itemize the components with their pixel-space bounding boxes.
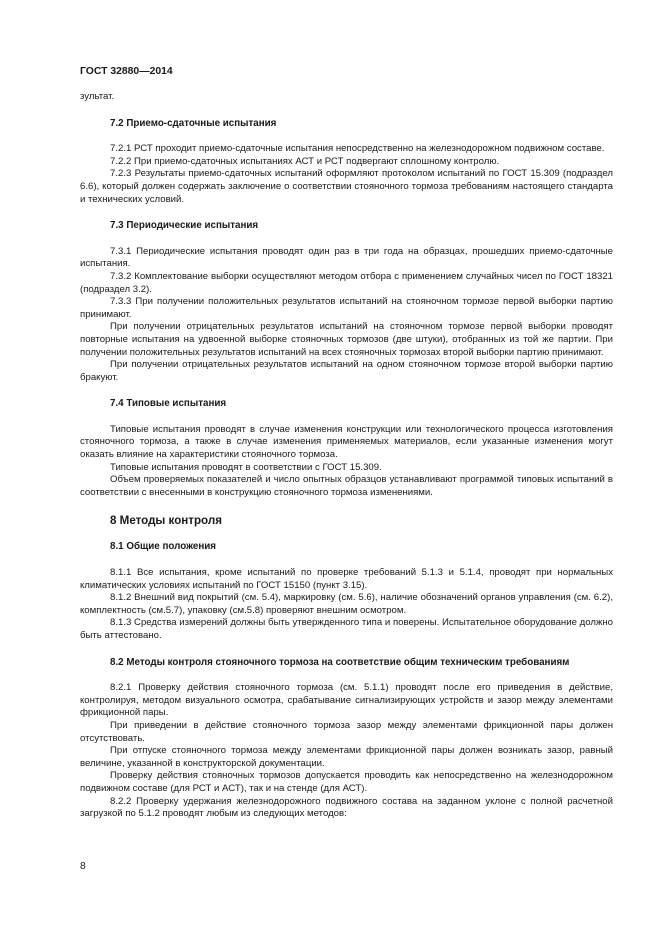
paragraph: При получении отрицательных результатов испытаний на стояночном тормозе первой выборки проводят повторные испытания на удвоенной выборке стояночных тормозов (две штуки), отобранных из той же партии. При получении положительных результатов испытаний на всех стояночных тормозах второй выборки партию принимают.: [80, 321, 613, 358]
paragraph: 8.1.2 Внешний вид покрытий (см. 5.4), маркировку (см. 5.6), наличие обозначений органов управления (см. 6.2), комплектность (см.5.7), упаковку (см.5.8) проверяют внешним осмотром.: [80, 592, 613, 616]
paragraph: При получении отрицательных результатов испытаний на одном стояночном тормозе второй выборки партию бракуют.: [80, 359, 613, 383]
paragraph: 8.1.3 Средства измерений должны быть утвержденного типа и поверены. Испытательное оборудование должно быть аттестовано.: [80, 617, 613, 641]
paragraph: 7.2.1 РСТ проходит приемо-сдаточные испытания непосредственно на железнодорожном подвижном составе.: [110, 143, 605, 155]
paragraph: 8.2.1 Проверку действия стояночного тормоза (см. 5.1.1) проводят после его приведения в действие, контролируя, методом визуального осмотра, срабатывание сигнализирующих устройств и зазор между элементами фрикционной пары.: [80, 682, 613, 719]
paragraph: При приведении в действие стояночного тормоза зазор между элементами фрикционной пары должен отсутствовать.: [80, 719, 613, 744]
section-8-1-title: 8.1 Общие положения: [110, 541, 217, 553]
paragraph: Типовые испытания проводят в соответствии с ГОСТ 15.309.: [110, 461, 382, 473]
intro-text: зультат.: [80, 91, 115, 102]
paragraph: Типовые испытания проводят в случае изменения конструкции или технологического процесса изготовления стояночного тормоза, а также в случае изменения применяемых материалов, если указанные изменения могут оказать влияние на характеристики стояночного тормоза.: [80, 423, 613, 461]
paragraph: При отпуске стояночного тормоза между элементами фрикционной пары должен возникать зазор, равный величине, указанной в конструкторской документации.: [80, 745, 613, 769]
section-7-3-title: 7.3 Периодические испытания: [110, 220, 259, 232]
paragraph: Объем проверяемых показателей и число опытных образцов устанавливают программой типовых испытаний в соответствии с внесенными в конструкцию стояночного тормоза изменениями.: [80, 474, 613, 498]
section-7-4-title: 7.4 Типовые испытания: [110, 398, 227, 410]
paragraph: 8.1.1 Все испытания, кроме испытаний по проверке требований 5.1.3 и 5.1.4, проводят при нормальных климатических условиях испытаний по ГОСТ 15150 (пункт 3.15).: [80, 567, 613, 591]
page-number: 8: [80, 861, 86, 872]
standard-header: ГОСТ 32880—2014: [80, 66, 173, 77]
section-8-title: 8 Методы контроля: [110, 514, 222, 528]
paragraph: 7.2.2 При приемо-сдаточных испытаниях АСТ и РСТ подвергают сплошному контролю.: [110, 155, 500, 167]
paragraph: 8.2.2 Проверку удержания железнодорожного подвижного состава на заданном уклоне с полной расчетной загрузкой по 5.1.2 проводят любым из следующих методов:: [80, 795, 613, 820]
paragraph: 7.3.1 Периодические испытания проводят один раз в три года на образцах, прошедших приемо-сдаточные испытания.: [80, 245, 613, 270]
page-content: [80, 91, 613, 821]
section-8-2-title: 8.2 Методы контроля стояночного тормоза на соответствие общим техническим требованиям: [110, 656, 570, 668]
paragraph: 7.3.3 При получении положительных результатов испытаний на стояночном тормозе первой выборки партию принимают.: [80, 296, 613, 320]
paragraph: Проверку действия стояночных тормозов допускается проводить как непосредственно на железнодорожном подвижном составе (для РСТ и АСТ), так и на стенде (для АСТ).: [80, 770, 613, 794]
paragraph: 7.2.3 Результаты приемо-сдаточных испытаний оформляют протоколом испытаний по ГОСТ 15.309 (подраздел 6.6), который должен содержать заключение о соответствии стояночного тормоза требованиям настоящего стандарта и технических условий.: [80, 168, 613, 205]
section-7-2-title: 7.2 Приемо-сдаточные испытания: [110, 117, 277, 129]
paragraph: 7.3.2 Комплектование выборки осуществляют методом отбора с применением случайных чисел по ГОСТ 18321 (подраздел 3.2).: [80, 270, 613, 295]
